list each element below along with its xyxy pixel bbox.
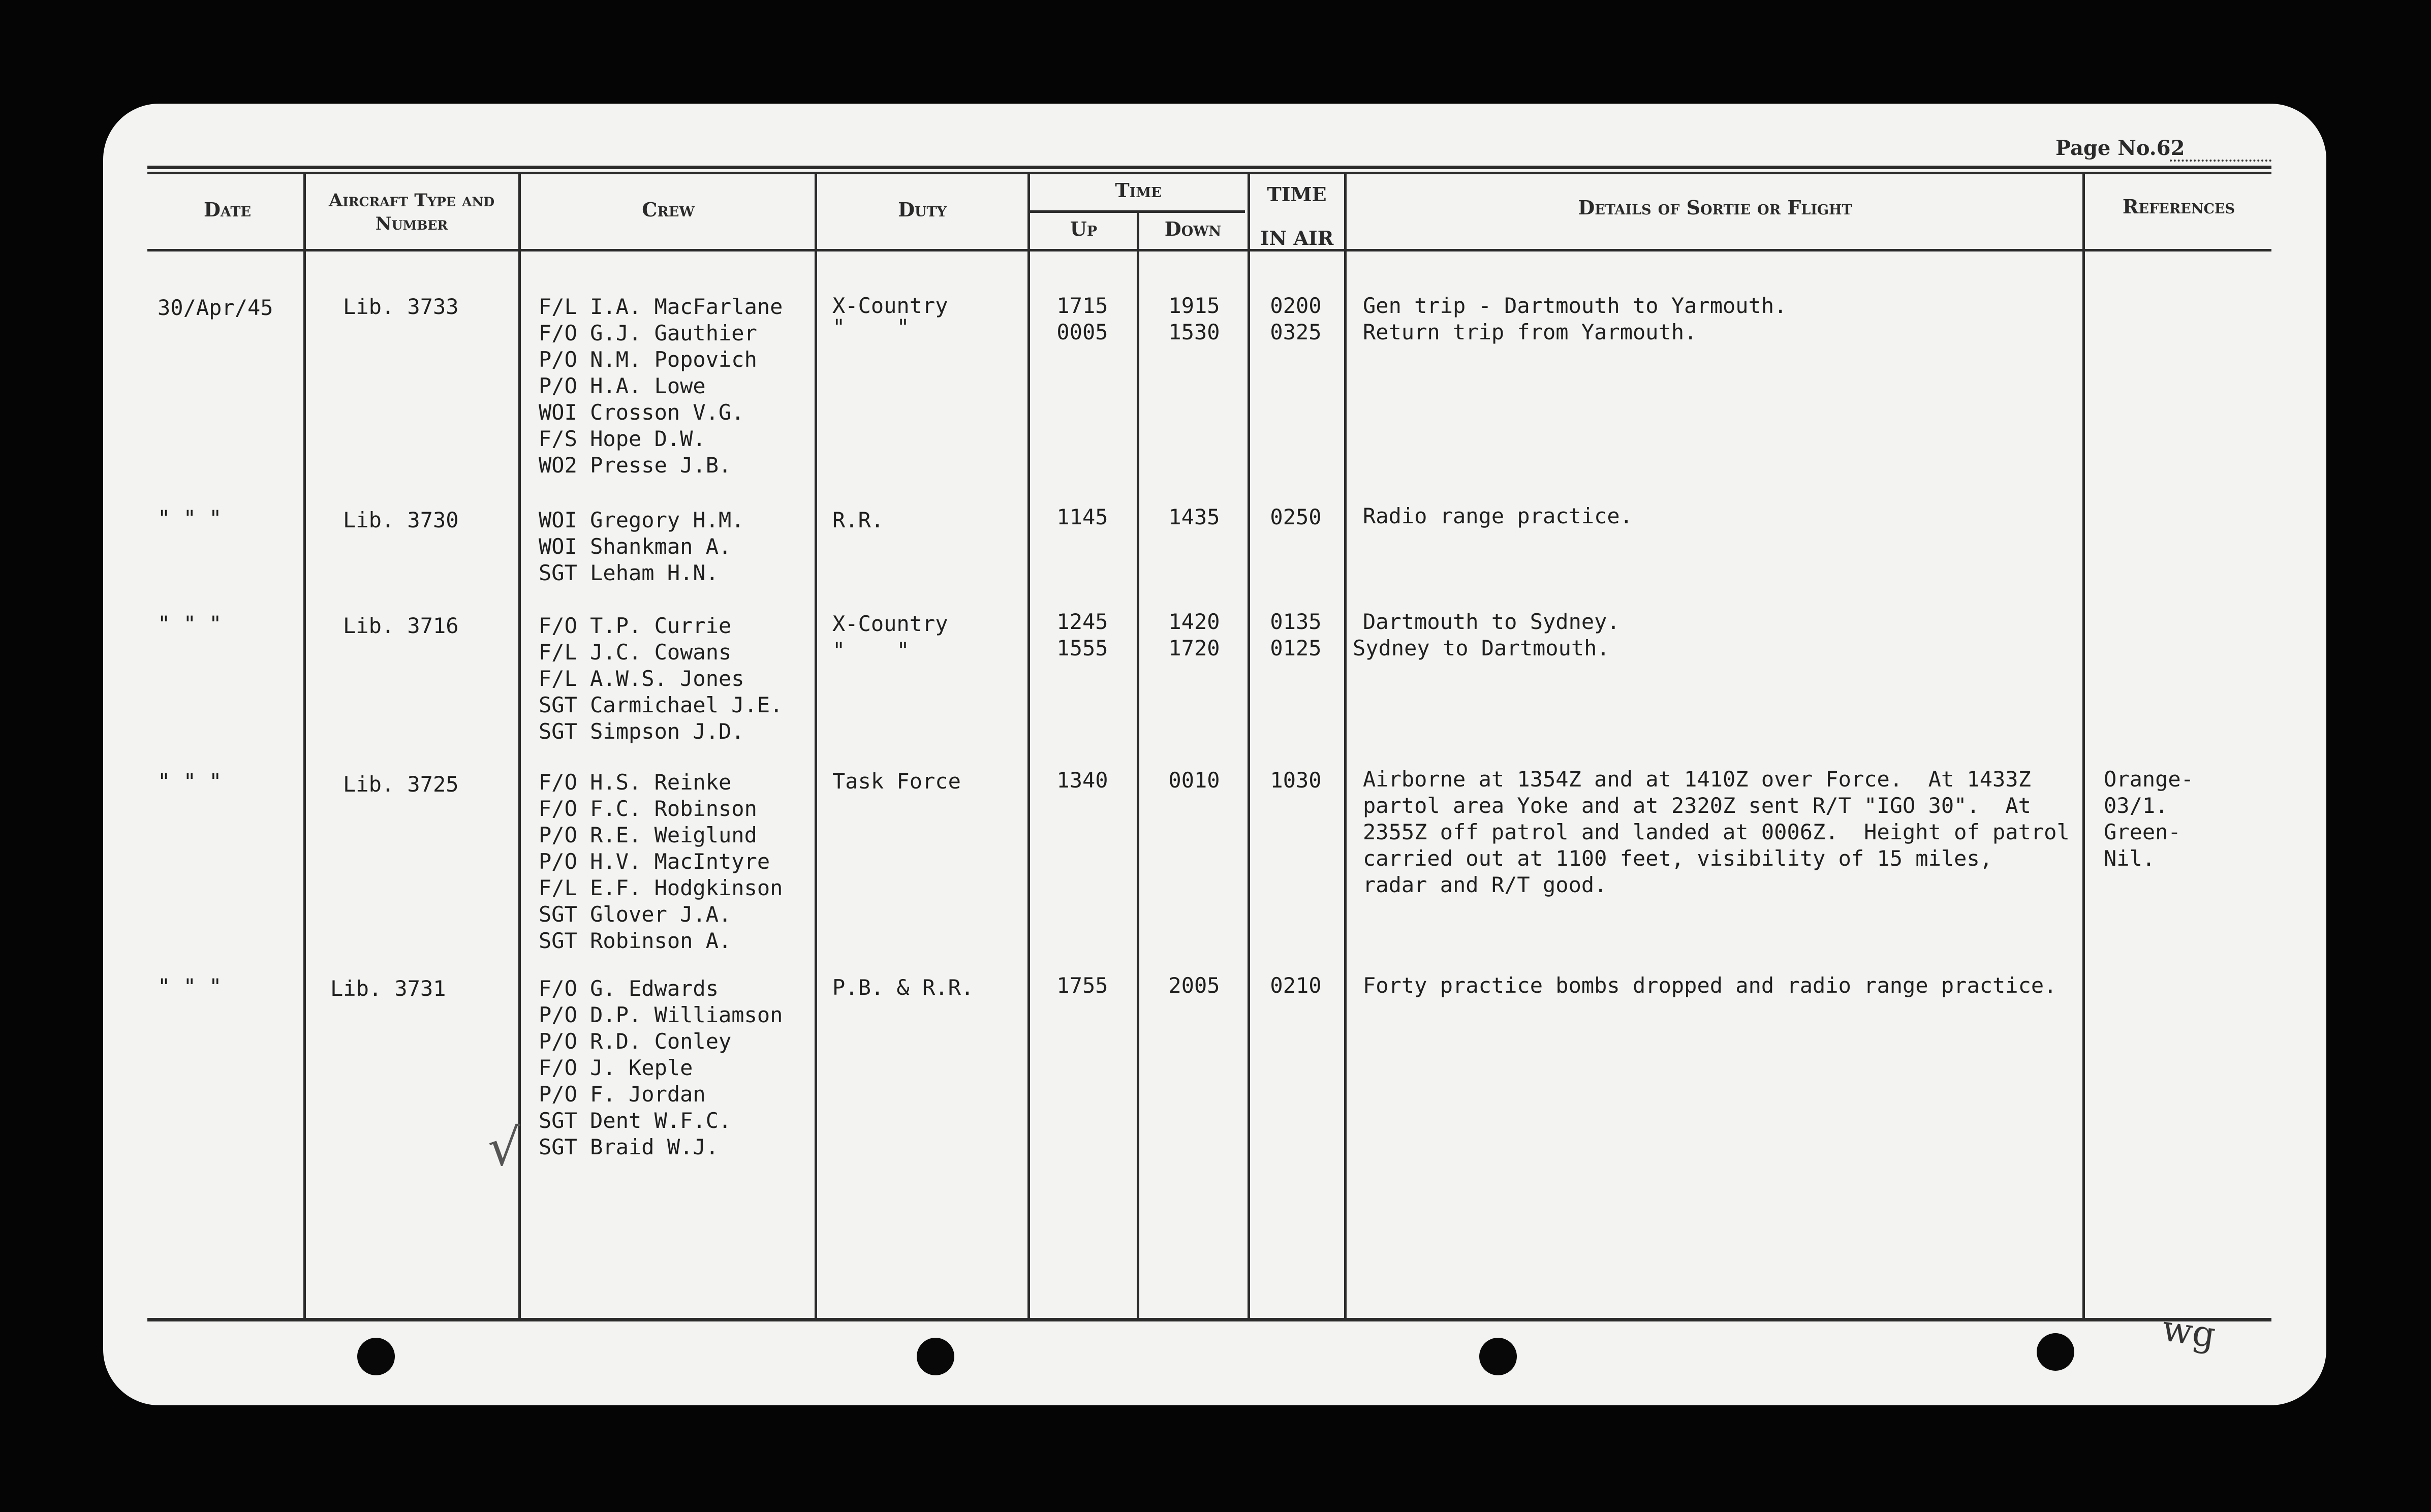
reference-line: Green-: [2104, 820, 2181, 844]
crew-line: WO2 Presse J.B.: [539, 453, 732, 478]
entry-5-up: 1755: [1056, 973, 1108, 998]
entry-4-references: [2104, 766, 2194, 872]
table-top-rule: [147, 166, 2271, 169]
details-line: Gen trip - Dartmouth to Yarmouth.: [1363, 293, 1787, 318]
details-line: carried out at 1100 feet, visibility of 15 miles,: [1363, 846, 1993, 871]
crew-line: SGT Dent W.F.C.: [539, 1108, 732, 1133]
entry-1-air: [1255, 293, 1336, 345]
col-divider-8: [2082, 172, 2085, 1318]
entry-2-details: Radio range practice.: [1363, 503, 1633, 528]
entry-3-duty: [832, 611, 948, 664]
reference-line: Orange-: [2104, 767, 2194, 792]
crew-line: WOI Shankman A.: [539, 534, 732, 559]
punch-hole-icon: [917, 1338, 954, 1375]
crew-line: P/O H.V. MacIntyre: [539, 849, 770, 874]
crew-line: F/O T.P. Currie: [539, 613, 732, 638]
punch-hole-icon: [357, 1338, 395, 1375]
entry-4-date: " " ": [158, 769, 222, 794]
crew-line: P/O R.E. Weiglund: [539, 823, 757, 847]
crew-line: F/O J. Keple: [539, 1055, 693, 1080]
page-number-label: Page No.: [2055, 136, 2157, 160]
header-bottom-rule: [147, 249, 2271, 251]
entry-3-up: [1037, 609, 1128, 662]
entry-3-aircraft: Lib. 3716: [343, 613, 459, 638]
punch-hole-icon: [1479, 1338, 1517, 1375]
entry-3-date: " " ": [158, 611, 222, 636]
punch-hole-icon: [2037, 1333, 2074, 1371]
entry-1-duty: [832, 293, 948, 340]
crew-line: F/L J.C. Cowans: [539, 640, 732, 665]
entry-3-air: [1255, 609, 1336, 662]
crew-line: P/O N.M. Popovich: [539, 347, 757, 372]
entry-4-up: 1340: [1056, 768, 1108, 793]
entry-3-down: [1148, 609, 1240, 662]
page-number: [2055, 136, 2185, 160]
entry-1-date: 30/Apr/45: [158, 295, 273, 320]
entry-1-aircraft: Lib. 3733: [343, 294, 459, 319]
entry-1-down: [1148, 293, 1240, 345]
col-divider-4: [1027, 172, 1030, 1318]
entry-1-details: [1363, 293, 1787, 345]
duty-line: " ": [832, 314, 910, 339]
crew-line: WOI Crosson V.G.: [539, 400, 744, 425]
details-line: Sydney to Dartmouth.: [1353, 636, 1610, 660]
table-bottom-rule: [147, 1318, 2271, 1321]
header-details: Details of Sortie or Flight: [1578, 196, 1852, 219]
page-number-value: 62: [2156, 136, 2185, 160]
crew-line: F/L E.F. Hodgkinson: [539, 875, 783, 900]
entry-5-air: 0210: [1270, 973, 1322, 998]
col-divider-7: [1344, 172, 1347, 1318]
crew-line: WOI Gregory H.M.: [539, 508, 744, 532]
col-divider-6: [1248, 172, 1250, 1318]
up-time: 1245: [1056, 609, 1108, 634]
details-line: Dartmouth to Sydney.: [1363, 609, 1620, 634]
header-time-in-air: TIME IN AIR: [1260, 183, 1334, 249]
page-number-dotted-rule: [2170, 160, 2271, 162]
up-time: 0005: [1056, 320, 1108, 344]
crew-line: F/O G.J. Gauthier: [539, 321, 757, 345]
entry-5-date: " " ": [158, 974, 222, 999]
handwritten-initials: wg: [2159, 1307, 2218, 1356]
crew-line: SGT Braid W.J.: [539, 1135, 719, 1159]
entry-5-duty: P.B. & R.R.: [832, 975, 974, 1000]
table-top-rule-2: [147, 172, 2271, 174]
check-mark-icon: √: [488, 1118, 520, 1177]
header-duty: Duty: [898, 198, 947, 221]
entry-2-air: 0250: [1270, 505, 1322, 529]
crew-line: F/O H.S. Reinke: [539, 770, 732, 795]
entry-3-crew: [539, 613, 783, 745]
header-crew: Crew: [642, 198, 695, 221]
entry-1-up: [1037, 293, 1128, 345]
duty-line: " ": [832, 638, 910, 663]
entry-4-duty: Task Force: [832, 769, 961, 794]
entry-2-up: 1145: [1056, 505, 1108, 529]
crew-line: P/O F. Jordan: [539, 1082, 706, 1107]
air-time: 0125: [1270, 636, 1322, 660]
header-aircraft: Aircraft Type and Number: [328, 190, 495, 234]
air-time: 0200: [1270, 293, 1322, 318]
details-line: radar and R/T good.: [1363, 872, 1607, 897]
header-date: Date: [203, 198, 252, 221]
entry-5-down: 2005: [1168, 973, 1220, 998]
entry-2-duty: R.R.: [832, 508, 884, 532]
details-line: 2355Z off patrol and landed at 0006Z. Height of patrol: [1363, 820, 2070, 844]
details-line: Airborne at 1354Z and at 1410Z over Force. At 1433Z: [1363, 767, 2031, 792]
down-time: 1530: [1168, 320, 1220, 344]
down-time: 1720: [1168, 636, 1220, 660]
crew-line: SGT Robinson A.: [539, 928, 732, 953]
up-time: 1715: [1056, 293, 1108, 318]
air-time: 0135: [1270, 609, 1322, 634]
entry-4-details: [1363, 766, 2070, 898]
crew-line: F/O F.C. Robinson: [539, 796, 757, 821]
entry-5-crew: [539, 975, 783, 1160]
crew-line: SGT Simpson J.D.: [539, 719, 744, 744]
entry-4-down: 0010: [1168, 768, 1220, 793]
entry-3-details: [1353, 609, 1620, 662]
up-time: 1555: [1056, 636, 1108, 660]
col-divider-5: [1137, 210, 1139, 1318]
reference-line: 03/1.: [2104, 793, 2168, 818]
details-line: partol area Yoke and at 2320Z sent R/T "IGO 30". At: [1363, 793, 2031, 818]
crew-line: P/O H.A. Lowe: [539, 373, 706, 398]
header-references: References: [2122, 195, 2235, 218]
entry-2-aircraft: Lib. 3730: [343, 508, 459, 532]
entry-5-details: Forty practice bombs dropped and radio range practice.: [1363, 973, 2057, 998]
crew-line: P/O R.D. Conley: [539, 1029, 732, 1054]
col-divider-3: [815, 172, 817, 1318]
header-up: Up: [1070, 217, 1098, 240]
entry-5-aircraft: Lib. 3731: [330, 976, 446, 1001]
entry-4-air: 1030: [1270, 768, 1322, 793]
crew-line: F/O G. Edwards: [539, 976, 719, 1001]
crew-line: F/S Hope D.W.: [539, 426, 706, 451]
down-time: 1915: [1168, 293, 1220, 318]
crew-line: SGT Glover J.A.: [539, 902, 732, 927]
entry-1-crew: [539, 294, 783, 479]
entry-4-aircraft: Lib. 3725: [343, 772, 459, 797]
entry-2-crew: [539, 507, 744, 586]
entry-2-date: " " ": [158, 506, 222, 530]
details-line: Return trip from Yarmouth.: [1363, 320, 1697, 344]
air-time: 0325: [1270, 320, 1322, 344]
entry-2-down: 1435: [1168, 505, 1220, 529]
crew-line: SGT Leham H.N.: [539, 560, 719, 585]
header-down: Down: [1164, 217, 1222, 240]
crew-line: F/L I.A. MacFarlane: [539, 294, 783, 319]
crew-line: P/O D.P. Williamson: [539, 1002, 783, 1027]
duty-line: X-Country: [832, 293, 948, 318]
duty-line: X-Country: [832, 611, 948, 636]
down-time: 1420: [1168, 609, 1220, 634]
reference-line: Nil.: [2104, 846, 2156, 871]
entry-4-crew: [539, 769, 783, 954]
col-divider-1: [303, 172, 306, 1318]
crew-line: F/L A.W.S. Jones: [539, 666, 744, 691]
crew-line: SGT Carmichael J.E.: [539, 692, 783, 717]
header-time: Time: [1115, 179, 1162, 202]
